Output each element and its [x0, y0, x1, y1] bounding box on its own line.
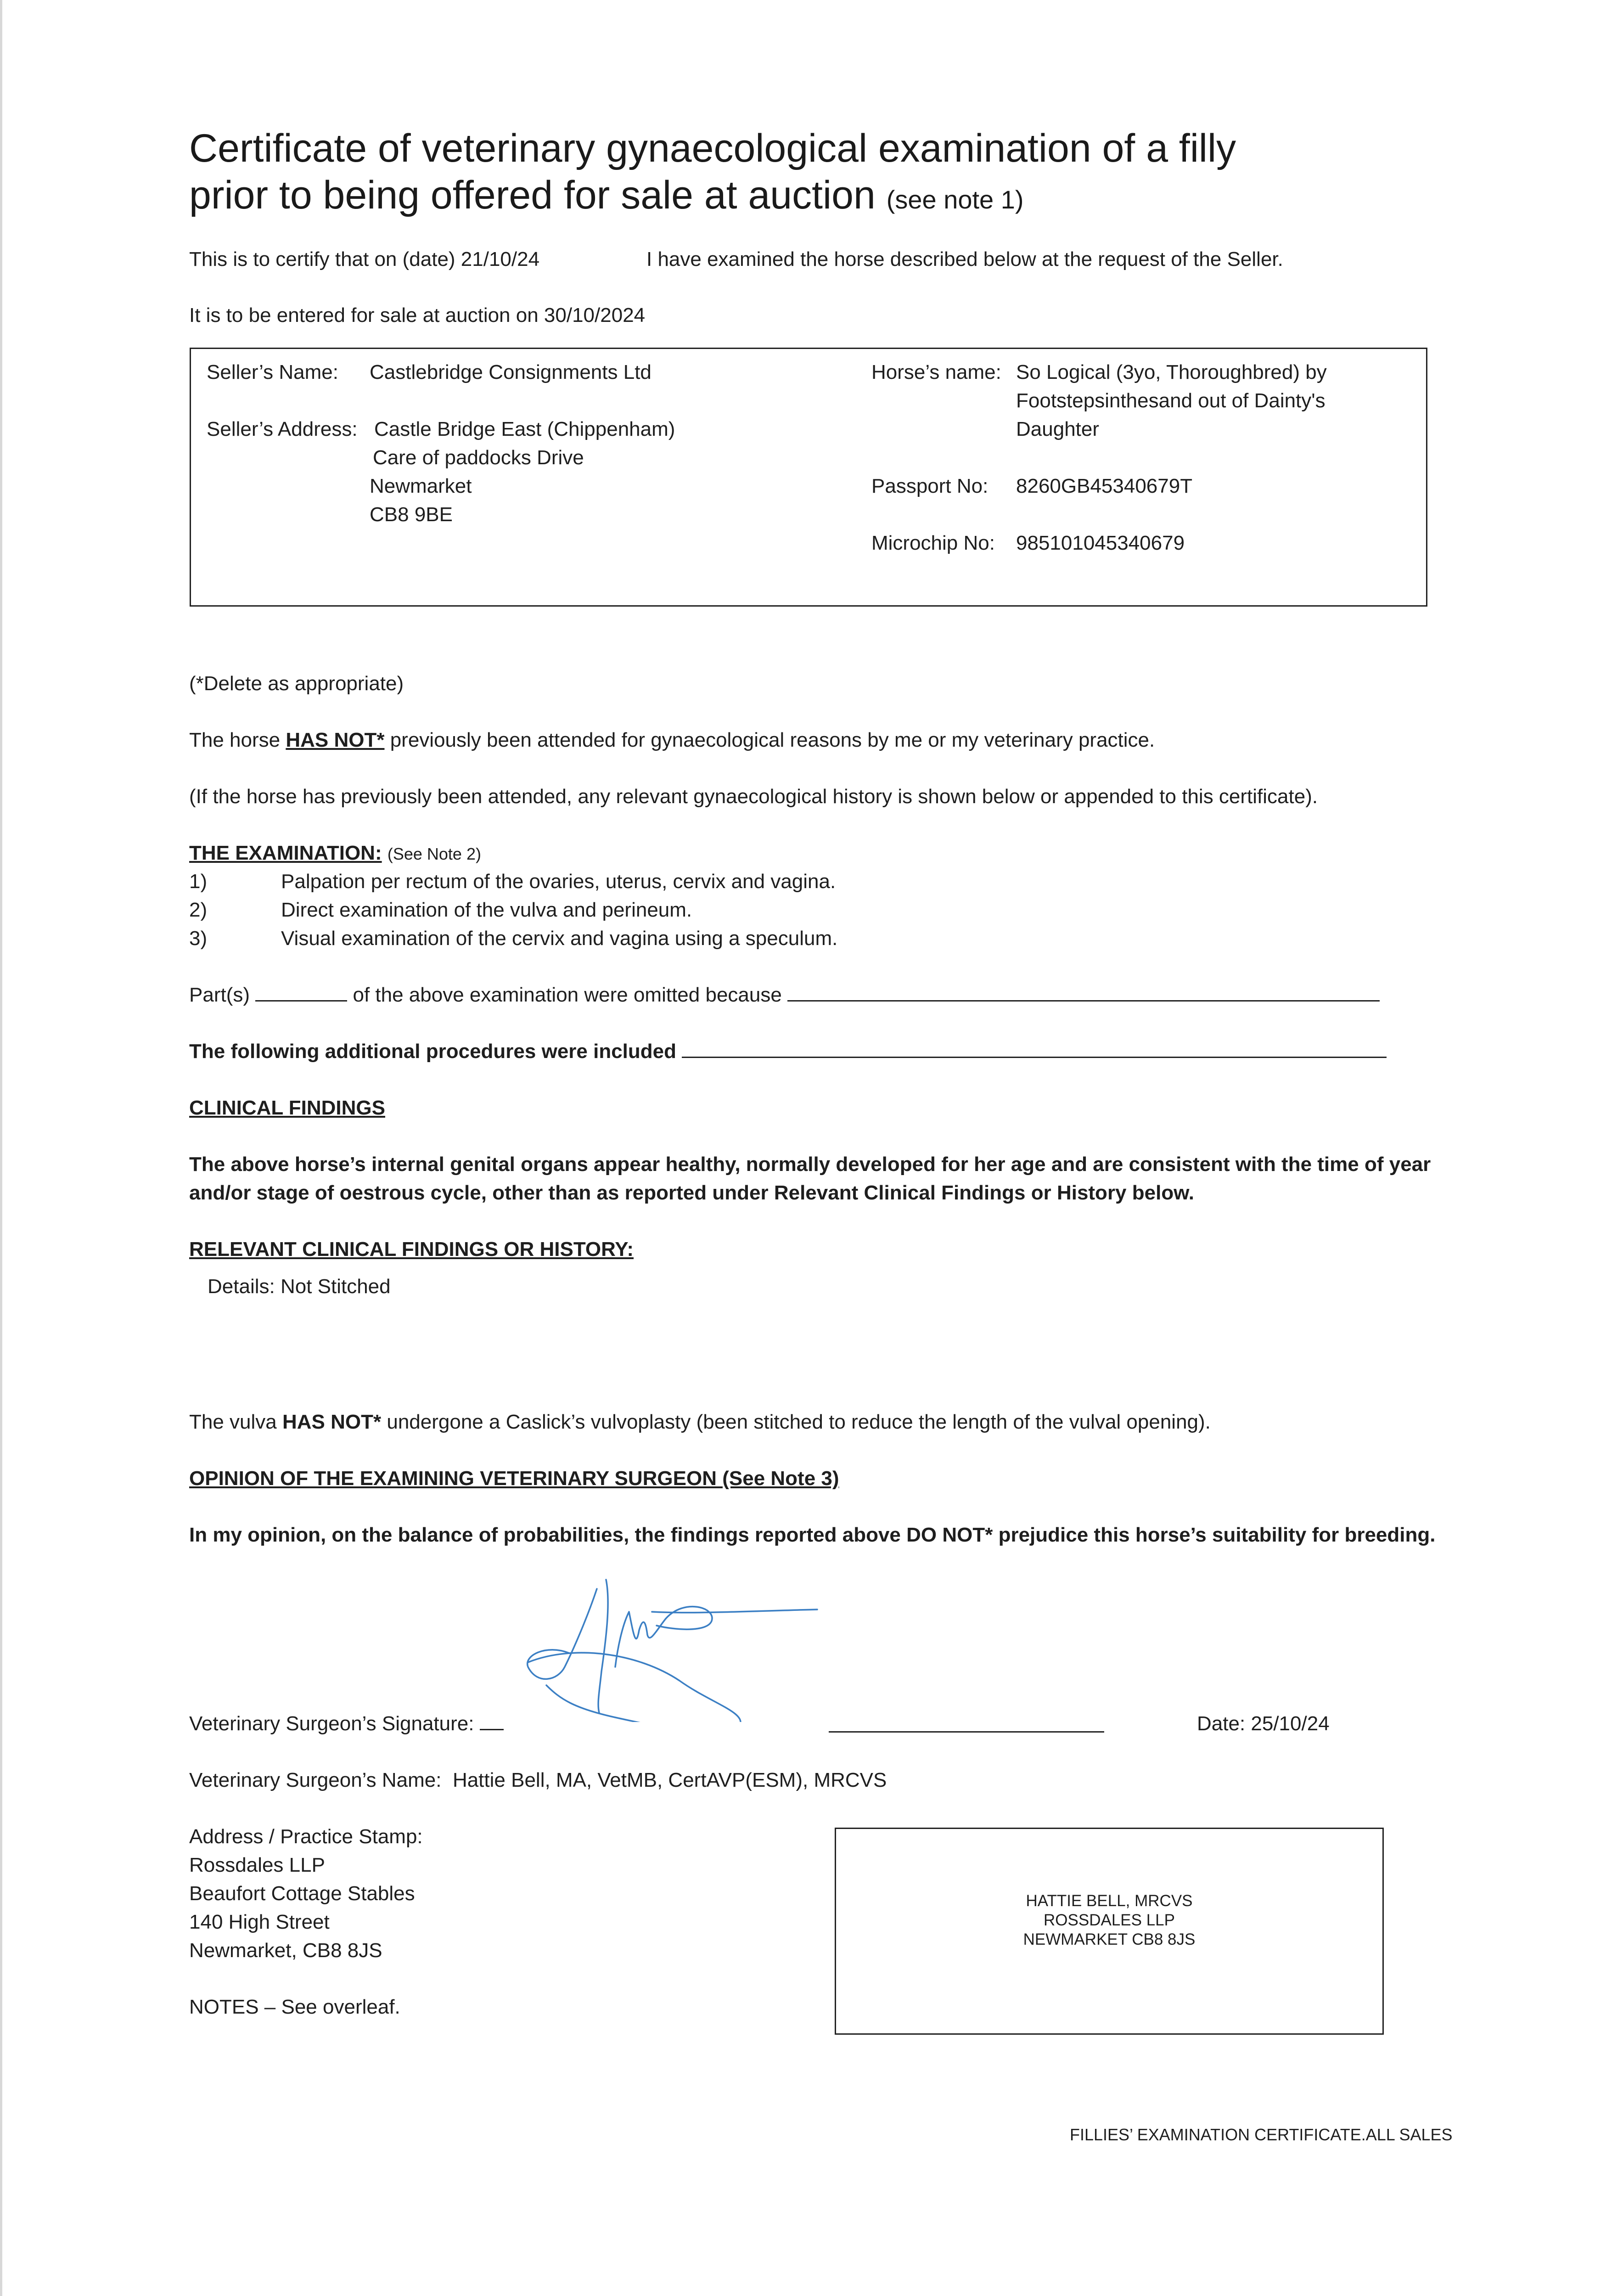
passport-number: 8260GB45340679T — [1016, 475, 1193, 497]
relevant-history-heading: RELEVANT CLINICAL FINDINGS OR HISTORY: — [189, 1238, 634, 1261]
examination-item-text: Palpation per rectum of the ovaries, uterus, cervix and vagina. — [281, 870, 836, 893]
certify-auction: It is to be entered for sale at auction on 30/10/2024 — [189, 304, 646, 326]
title-line-2: prior to being offered for sale at auction (see note 1) — [189, 173, 1024, 217]
certify-examined: I have examined the horse described below at the request of the Seller. — [646, 248, 1283, 270]
signature-blank-short — [480, 1711, 504, 1730]
certify-date: This is to certify that on (date) 21/10/24 — [189, 248, 540, 270]
seller-address-line: Castle Bridge East (Chippenham) — [374, 418, 675, 440]
practice-address-line: 140 High Street — [189, 1911, 330, 1933]
practice-address-line: Rossdales LLP — [189, 1854, 325, 1876]
omitted-reason-blank — [787, 982, 1380, 1002]
seller-address-label: Seller’s Address: — [207, 418, 358, 440]
horse-name-line: Daughter — [1016, 418, 1100, 440]
stamp-line: NEWMARKET CB8 8JS — [1023, 1930, 1196, 1948]
examination-item-num: 2) — [189, 899, 208, 921]
surgeon-name: Hattie Bell, MA, VetMB, CertAVP(ESM), MRCVS — [452, 1769, 887, 1791]
notes-reference: NOTES – See overleaf. — [189, 1996, 400, 2018]
examination-item-text: Direct examination of the vulva and perineum. — [281, 899, 692, 921]
examination-item-num: 3) — [189, 927, 208, 950]
attended-statement: The horse HAS NOT* previously been attended for gynaecological reasons by me or my veterinary practice. — [189, 729, 1155, 751]
title-note: (see note 1) — [886, 185, 1024, 214]
vulva-status: HAS NOT* — [282, 1411, 382, 1433]
clinical-statement-line-2: and/or stage of oestrous cycle, other than as reported under Relevant Clinical Findings or History below. — [189, 1182, 1195, 1204]
stamp-line: HATTIE BELL, MRCVS — [1026, 1892, 1193, 1910]
horse-name-line: So Logical (3yo, Thoroughbred) by — [1016, 361, 1327, 383]
surgeon-name-label: Veterinary Surgeon’s Name: — [189, 1769, 442, 1791]
microchip-number: 985101045340679 — [1016, 532, 1185, 554]
additional-procedures-line: The following additional procedures were included — [189, 1037, 1387, 1066]
surgeon-name-line — [189, 1766, 887, 1795]
horse-name-line: Footstepsinthesand out of Dainty's — [1016, 389, 1325, 412]
parts-blank — [255, 982, 347, 1002]
opinion-heading: OPINION OF THE EXAMINING VETERINARY SURGEON (See Note 3) — [189, 1467, 839, 1490]
practice-address-line: Beaufort Cottage Stables — [189, 1882, 415, 1905]
attended-status: HAS NOT* — [286, 729, 385, 751]
omitted-parts-line: Part(s) of the above examination were omitted because — [189, 981, 1380, 1009]
seller-address-line: Care of paddocks Drive — [373, 446, 584, 469]
microchip-label: Microchip No: — [871, 532, 995, 554]
title-line-1: Certificate of veterinary gynaecological examination of a filly — [189, 126, 1236, 170]
seller-name: Castlebridge Consignments Ltd — [370, 361, 651, 383]
clinical-findings-heading: CLINICAL FINDINGS — [189, 1097, 385, 1119]
signature-blank — [829, 1731, 1104, 1733]
vulva-statement: The vulva HAS NOT* undergone a Caslick’s vulvoplasty (been stitched to reduce the length of the vulval opening). — [189, 1411, 1211, 1433]
opinion-statement: In my opinion, on the balance of probabilities, the findings reported above DO NOT* prejudice this horse’s suitability for breeding. — [189, 1524, 1436, 1546]
practice-stamp-box — [835, 1828, 1384, 2035]
passport-label: Passport No: — [871, 475, 988, 497]
signature-date: Date: 25/10/24 — [1197, 1712, 1330, 1735]
seller-address-line: CB8 9BE — [370, 503, 453, 526]
examination-heading-note: (See Note 2) — [387, 844, 481, 863]
signature-label: Veterinary Surgeon’s Signature: — [189, 1712, 474, 1735]
relevant-details: Details: Not Stitched — [208, 1275, 391, 1298]
footer-text: FILLIES’ EXAMINATION CERTIFICATE.ALL SALES — [1070, 2125, 1453, 2144]
seller-address-line: Newmarket — [370, 475, 472, 497]
page-edge — [0, 0, 2, 2296]
practice-label: Address / Practice Stamp: — [189, 1825, 423, 1848]
stamp-line: ROSSDALES LLP — [1044, 1911, 1175, 1929]
horse-name-label: Horse’s name: — [871, 361, 1001, 383]
examination-heading: THE EXAMINATION: (See Note 2) — [189, 842, 481, 864]
history-note: (If the horse has previously been attended, any relevant gynaecological history is shown below or appended to this certificate). — [189, 785, 1318, 808]
page-title — [189, 125, 1236, 223]
examination-item-num: 1) — [189, 870, 208, 893]
additional-procedures-blank — [682, 1038, 1387, 1058]
delete-note: (*Delete as appropriate) — [189, 672, 404, 695]
practice-stamp — [836, 1891, 1382, 1949]
clinical-statement-line-1: The above horse’s internal genital organs appear healthy, normally developed for her age and are consistent with the time of year — [189, 1153, 1431, 1176]
seller-name-label: Seller’s Name: — [207, 361, 338, 383]
signature-line — [189, 1710, 504, 1738]
handwritten-signature — [519, 1575, 831, 1722]
examination-item-text: Visual examination of the cervix and vagina using a speculum. — [281, 927, 838, 950]
practice-address-line: Newmarket, CB8 8JS — [189, 1939, 382, 1962]
